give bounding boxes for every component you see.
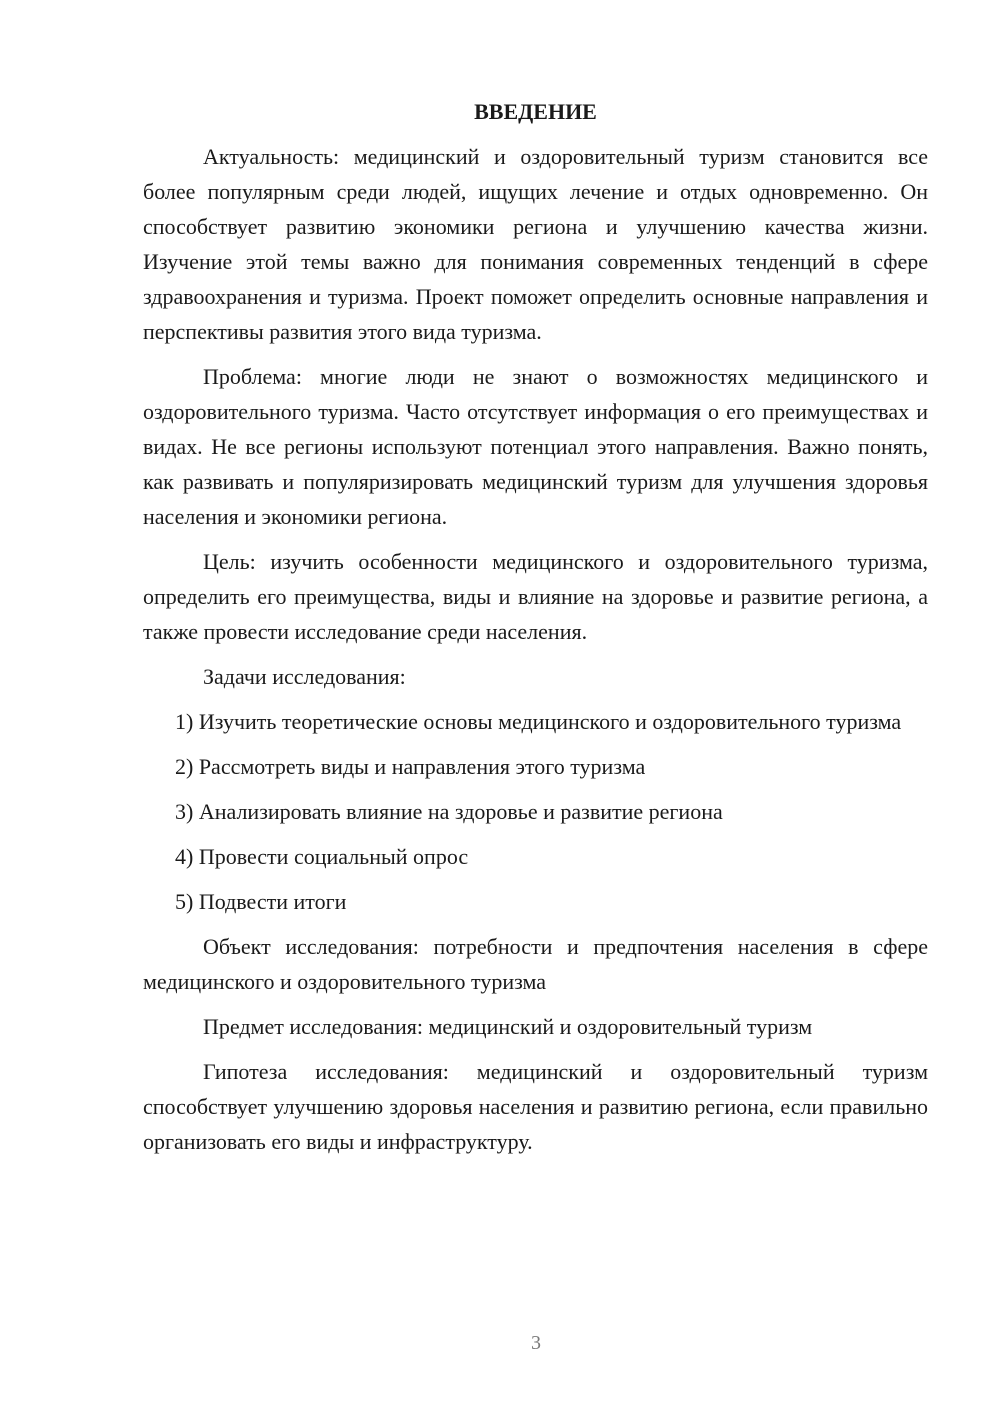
task-item: 3) Анализировать влияние на здоровье и развитие региона (175, 799, 723, 824)
subject-paragraph: Предмет исследования: медицинский и оздоровительный туризм (203, 1014, 813, 1039)
task-item: 1) Изучить теоретические основы медицинского и оздоровительного туризма (175, 709, 902, 734)
page-number: 3 (531, 1332, 541, 1354)
goal-paragraph: Цель: изучить особенности медицинского и оздоровительного туризма, определить его преимущества, виды и влияние на здоровье и развитие региона, а также провести исследование среди населения. (143, 549, 928, 644)
relevance-paragraph: Актуальность: медицинский и оздоровительный туризм становится все более популярным среди людей, ищущих лечение и отдых одновременно. Он способствует развитию экономики региона и улучшению качества жизни. Изучение этой темы важно для понимания современных тенденций в сфере здравоохранения и туризма. Проект поможет определить основные направления и перспективы развития этого вида туризма. (143, 144, 928, 344)
hypothesis-paragraph: Гипотеза исследования: медицинский и оздоровительный туризм способствует улучшению здоровья населения и развитию региона, если правильно организовать его виды и инфраструктуру. (143, 1059, 928, 1154)
section-title: ВВЕДЕНИЕ (474, 99, 597, 124)
problem-paragraph: Проблема: многие люди не знают о возможностях медицинского и оздоровительного туризма. Часто отсутствует информация о его преимуществах и видах. Не все регионы используют потенциал этого направления. Важно понять, как развивать и популяризировать медицинский туризм для улучшения здоровья населения и экономики региона. (143, 364, 928, 529)
task-item: 5) Подвести итоги (175, 889, 347, 914)
task-item: 2) Рассмотреть виды и направления этого туризма (175, 754, 646, 779)
tasks-heading: Задачи исследования: (203, 664, 406, 689)
task-item: 4) Провести социальный опрос (175, 844, 469, 869)
document-body (143, 94, 928, 1169)
object-paragraph: Объект исследования: потребности и предпочтения населения в сфере медицинского и оздоровительного туризма (143, 934, 928, 994)
